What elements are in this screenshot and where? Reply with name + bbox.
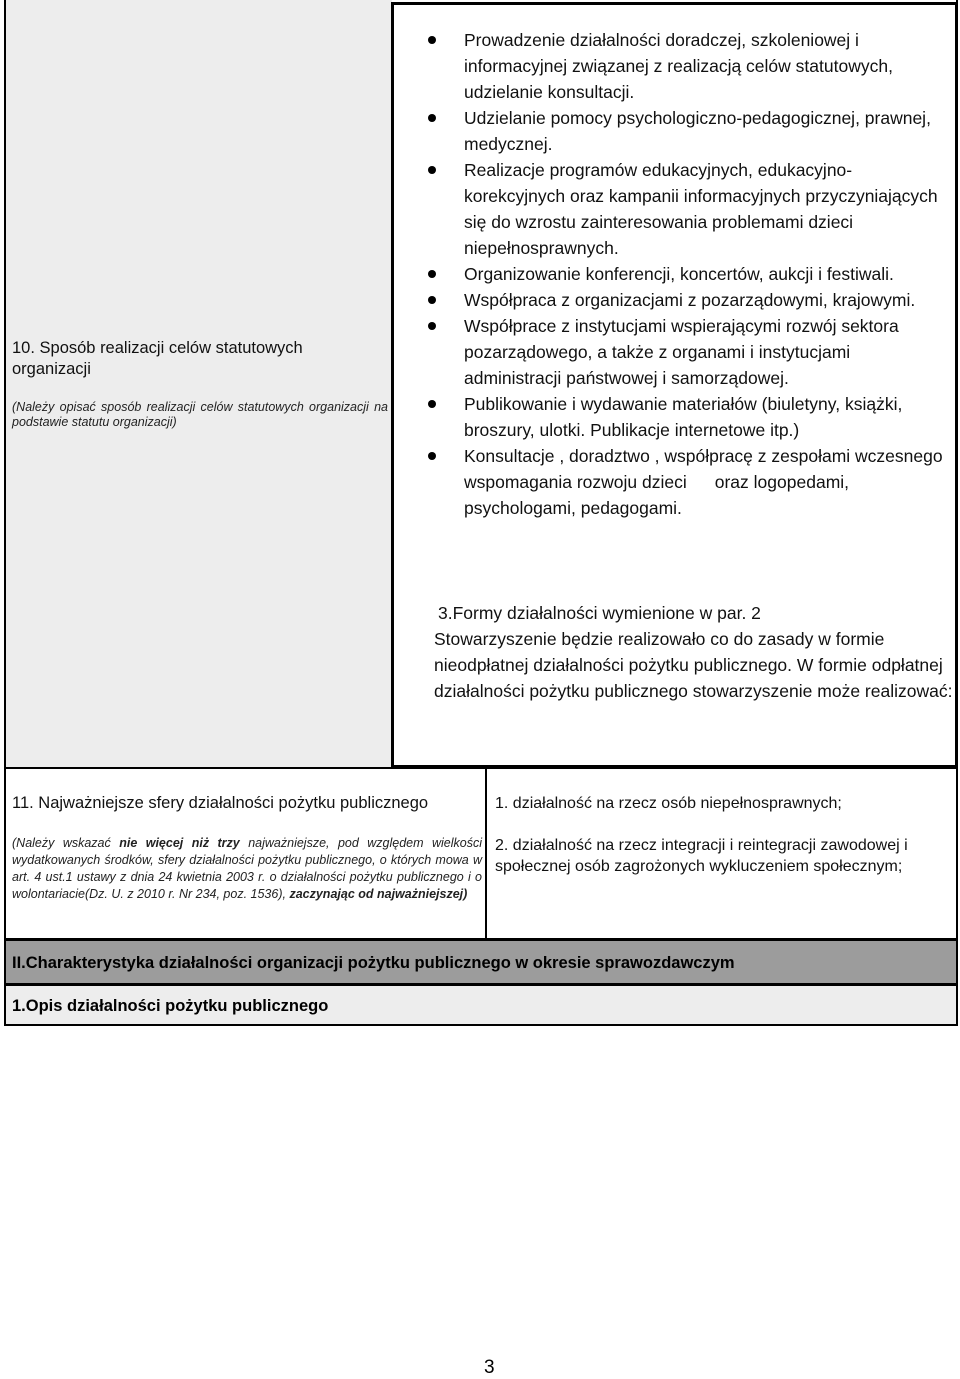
forms-body: Stowarzyszenie będzie realizowało co do zasady w formie nieodpłatnej działalności pożytku publicznego. W formie odpłatnej działalności pożytku publicznego stowarzyszenie może realizować: bbox=[434, 629, 953, 701]
bullet-item: Współpraca z organizacjami z pozarządowymi, krajowymi. bbox=[424, 287, 944, 313]
section11-label-cell bbox=[4, 767, 487, 940]
bullet-icon bbox=[428, 36, 436, 44]
section11-title: 11. Najważniejsze sfery działalności pożytku publicznego bbox=[12, 794, 429, 812]
sphere-item-1: 1. działalność na rzecz osób niepełnosprawnych; bbox=[495, 795, 842, 812]
sphere-item-2: 2. działalność na rzecz integracji i reintegracji zawodowej i społecznej osób zagrożonych wykluczeniem społecznym; bbox=[495, 837, 908, 875]
section10-hint: (Należy opisać sposób realizacji celów statutowych organizacji na podstawie statutu organizacji) bbox=[12, 400, 388, 429]
bullet-icon bbox=[428, 166, 436, 174]
bullet-icon bbox=[428, 322, 436, 330]
part2-subheading-bar bbox=[4, 984, 958, 1026]
part2-heading-bar bbox=[4, 939, 958, 985]
bullet-item: Konsultacje , doradztwo , współpracę z zespołami wczesnego wspomagania rozwoju dzieci oraz logopedami, psychologami, pedagogami. bbox=[424, 443, 944, 521]
bullet-item: Współprace z instytucjami wspierającymi rozwój sektora pozarządowego, a także z organami i instytucjami administracji państwowej i samorządowej. bbox=[424, 313, 944, 391]
bullet-icon bbox=[428, 296, 436, 304]
page-number: 3 bbox=[484, 1357, 495, 1378]
section11-content-cell bbox=[485, 767, 958, 940]
bullet-item: Prowadzenie działalności doradczej, szkoleniowej i informacyjnej związanej z realizacją celów statutowych, udzielanie konsultacji. bbox=[424, 27, 944, 105]
forms-heading: 3.Formy działalności wymienione w par. 2 bbox=[438, 603, 761, 623]
bullet-icon bbox=[428, 400, 436, 408]
part2-subheading: 1.Opis działalności pożytku publicznego bbox=[12, 997, 329, 1015]
bullet-icon bbox=[428, 114, 436, 122]
bullet-item: Organizowanie konferencji, koncertów, aukcji i festiwali. bbox=[424, 261, 944, 287]
section10-bullet-list bbox=[424, 27, 944, 521]
bullet-item: Publikowanie i wydawanie materiałów (biuletyny, książki, broszury, ulotki. Publikacje internetowe itp.) bbox=[424, 391, 944, 443]
bullet-item: Realizacje programów edukacyjnych, edukacyjno-korekcyjnych oraz kampanii informacyjnych przyczyniających się do wzrostu zainteresowania problemami dzieci niepełnosprawnych. bbox=[424, 157, 944, 261]
bullet-icon bbox=[428, 452, 436, 460]
section10-content-cell bbox=[391, 2, 958, 768]
section11-hint: (Należy wskazać nie więcej niż trzy najważniejsze, pod względem wielkości wydatkowanych środków, sfery działalności pożytku publicznego, o których mowa w art. 4 ust.1 ustawy z dnia 24 kwietnia 2003 r. o działalności pożytku publicznego i o wolontariacie(Dz. U. z 2010 r. Nr 234, poz. 1536), zaczynając od najważniejszej) bbox=[12, 836, 483, 901]
bullet-item: Udzielanie pomocy psychologiczno-pedagogicznej, prawnej, medycznej. bbox=[424, 105, 944, 157]
section10-forms-paragraph bbox=[434, 600, 954, 704]
section11-row bbox=[0, 767, 960, 940]
section10-title: 10. Sposób realizacji celów statutowych organizacji bbox=[12, 339, 303, 378]
bullet-icon bbox=[428, 270, 436, 278]
part2-heading: II.Charakterystyka działalności organizacji pożytku publicznego w okresie sprawozdawczym bbox=[12, 954, 735, 972]
